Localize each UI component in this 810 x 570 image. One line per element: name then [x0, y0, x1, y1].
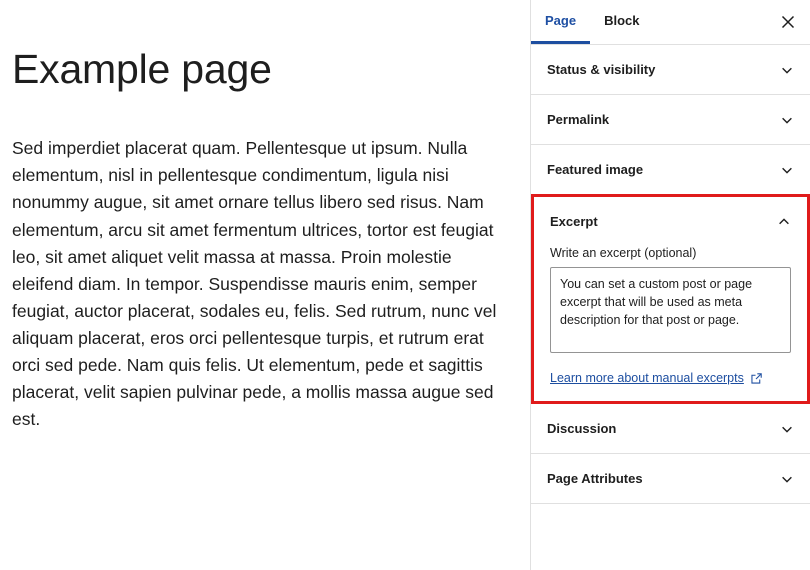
close-icon [780, 14, 796, 30]
panel-status-visibility[interactable] [531, 45, 810, 95]
tab-page[interactable] [531, 0, 590, 44]
tab-block-label: Block [604, 13, 640, 28]
panel-status-visibility-title: Status & visibility [547, 62, 656, 77]
external-link-icon [750, 372, 763, 385]
tab-block[interactable] [590, 0, 653, 44]
panel-excerpt-title: Excerpt [550, 214, 598, 229]
chevron-up-icon [777, 215, 791, 229]
tab-page-label: Page [545, 13, 577, 28]
panel-featured-image-title: Featured image [547, 162, 644, 177]
close-settings-button[interactable] [766, 0, 810, 44]
learn-more-excerpts-link[interactable] [550, 371, 763, 385]
panel-status-visibility-header[interactable] [531, 45, 810, 94]
page-body-paragraph[interactable]: Sed imperdiet placerat quam. Pellentesque ut ipsum. Nulla elementum, nisl in pellentesque condimentum, ligula nisi nonummy augue, sit amet ornare tellus libero sed risus. Nam elementum, arcu sit amet fermentum ultrices, tortor est feugiat leo, sit amet aliquet velit massa at massa. Proin molestie eleifend diam. In tempor. Suspendisse mauris enim, semper feugiat, auctor placerat, sodales eu, felis. Sed rutrum, nunc vel aliquam placerat, eros orci pellentesque turpis, et rutrum erat orci sed pede. Nam quis felis. Ut elementum, pede et sagittis placerat, velit sapien pulvinar pede, a mollis massa augue sed est. [12, 138, 497, 430]
chevron-down-icon [780, 472, 794, 486]
panel-discussion-title: Discussion [547, 421, 617, 436]
panel-discussion[interactable] [531, 404, 810, 454]
learn-more-excerpts-label: Learn more about manual excerpts [550, 371, 744, 385]
settings-sidebar [531, 0, 810, 570]
panel-featured-image[interactable] [531, 145, 810, 195]
chevron-down-icon [780, 63, 794, 77]
panel-page-attributes-header[interactable] [531, 454, 810, 503]
panel-discussion-header[interactable] [531, 404, 810, 453]
chevron-down-icon [780, 163, 794, 177]
panel-excerpt-body [534, 246, 807, 401]
panel-permalink-title: Permalink [547, 112, 610, 127]
page-title[interactable]: Example page [12, 46, 272, 92]
panel-excerpt[interactable] [531, 194, 810, 404]
panel-permalink[interactable] [531, 95, 810, 145]
panel-featured-image-header[interactable] [531, 145, 810, 194]
chevron-down-icon [780, 422, 794, 436]
excerpt-input[interactable] [550, 267, 791, 353]
panel-excerpt-header[interactable] [534, 197, 807, 246]
chevron-down-icon [780, 113, 794, 127]
sidebar-tab-bar [531, 0, 810, 45]
excerpt-field-label: Write an excerpt (optional) [550, 246, 697, 260]
panel-page-attributes[interactable] [531, 454, 810, 504]
panel-page-attributes-title: Page Attributes [547, 471, 643, 486]
panel-permalink-header[interactable] [531, 95, 810, 144]
